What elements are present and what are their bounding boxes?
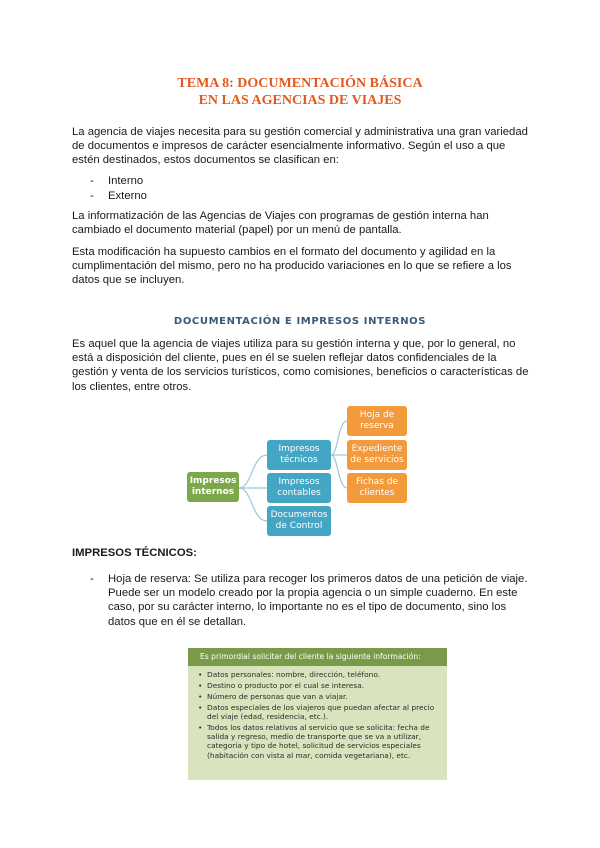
diagram-node-tecnicos: Impresos técnicos — [267, 440, 331, 470]
list-item — [90, 174, 143, 188]
info-box-item: • Número de personas que van a viajar. — [198, 692, 441, 701]
diagram-node-hoja: Hoja de reserva — [347, 406, 407, 436]
connector-root-tecnicos — [239, 455, 267, 488]
list-item-label: Interno — [108, 175, 144, 187]
intro-paragraph-1: La agencia de viajes necesita para su gestión comercial y administrativa una gran variedad de documentos e impresos de carácter esencialmente informativo. Según el uso a que estén destinados, estos documentos se clasifican en: — [72, 126, 528, 167]
diagram-node-control: Documentos de Control — [267, 506, 331, 536]
intro-paragraph-2: La informatización de las Agencias de Viajes con programas de gestión interna han cambiado el documento material (papel) por un menú de pantalla. — [72, 210, 489, 237]
dash-bullet: - — [90, 175, 94, 187]
diagram-node-contables: Impresos contables — [267, 473, 331, 503]
page-title-line1: TEMA 8: DOCUMENTACIÓN BÁSICA — [177, 76, 423, 91]
info-box-item: • Destino o producto por el cual se interesa. — [198, 681, 441, 690]
dash-bullet: - — [90, 190, 94, 202]
connector-tecnicos-hoja — [331, 421, 347, 455]
connector-root-control — [239, 488, 267, 521]
section-heading: DOCUMENTACIÓN E IMPRESOS INTERNOS — [173, 316, 427, 327]
info-box — [188, 648, 447, 780]
section-paragraph: Es aquel que la agencia de viajes utiliza para su gestión interna y que, por lo general, no está a disposición del cliente, pues en él se suelen reflejar datos confidenciales de la gestión y venta de los servicios turísticos, como comisiones, beneficios o características de los clientes, entre otros. — [72, 338, 529, 393]
info-box-item: • Datos especiales de los viajeros que puedan afectar al precio del viaje (edad, residencia, etc.). — [198, 703, 441, 722]
info-box-item: • Datos personales: nombre, dirección, teléfono. — [198, 670, 441, 679]
diagram-node-expediente: Expediente de servicios — [347, 440, 407, 470]
dash-bullet: - — [90, 573, 94, 585]
page-title-line2: EN LAS AGENCIAS DE VIAJES — [198, 93, 402, 108]
hoja-reserva-item — [90, 572, 535, 629]
connector-tecnicos-fichas — [331, 455, 347, 488]
info-box-item: • Todos los datos relativos al servicio que se solicita: fecha de salida y regreso, medio de transporte que se va a utilizar, categoría y tipo de hotel, solicitud de servicios especiales (habitación con vista al mar, comida vegetariana), etc. — [198, 723, 441, 760]
diagram-node-root: Impresos internos — [187, 472, 239, 502]
info-box-list — [188, 670, 447, 760]
tecnicos-heading: IMPRESOS TÉCNICOS: — [72, 547, 197, 559]
intro-paragraph-3: Esta modificación ha supuesto cambios en el formato del documento y agilidad en la cumplimentación del mismo, pero no ha producido variaciones en lo que se refiere a los datos que se incluyen. — [72, 246, 512, 287]
list-item-label: Externo — [108, 190, 147, 202]
list-item — [90, 189, 147, 203]
info-box-header: Es primordial solicitar del cliente la siguiente información: — [188, 648, 447, 666]
diagram-node-fichas: Fichas de clientes — [347, 473, 407, 503]
hoja-reserva-text: Hoja de reserva: Se utiliza para recoger los primeros datos de una petición de viaje. Puede ser un modelo creado por la propia agencia o un simple cuaderno. En este caso, por su carácter interno, lo importante no es el tipo de documento, sino los datos que en él se detallan. — [108, 573, 528, 628]
